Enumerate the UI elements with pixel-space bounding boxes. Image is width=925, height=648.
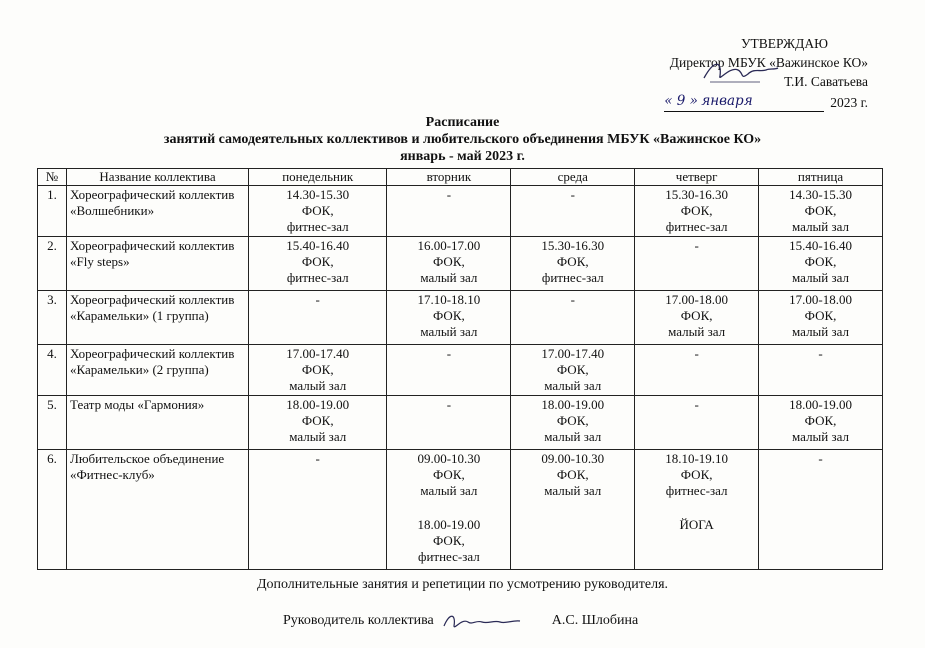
cell-wed: 09.00-10.30 ФОК, малый зал [511, 450, 635, 570]
cell-thu [635, 450, 759, 570]
table-row [38, 450, 883, 570]
title-line-2: занятий самодеятельных коллективов и любительского объединения МБУК «Важинское КО» [163, 132, 762, 147]
cell-tue: - [387, 186, 511, 237]
cell-mon: - [249, 291, 387, 345]
cell-tue: - [387, 396, 511, 450]
cell-mon: 14.30-15.30 ФОК, фитнес-зал [249, 186, 387, 237]
date-blank [664, 91, 824, 112]
schedule-table [37, 168, 883, 570]
cell-mon: - [249, 450, 387, 570]
cell-tue: - [387, 345, 511, 396]
footnote: Дополнительные занятия и репетиции по усмотрению руководителя. [256, 577, 669, 592]
cell-thu: - [635, 396, 759, 450]
cell-tue: 16.00-17.00 ФОК, малый зал [387, 237, 511, 291]
date-month: января [701, 93, 753, 109]
cell-tue-slot-2: 18.00-19.00 ФОК, фитнес-зал [417, 517, 481, 564]
row-num: 2. [38, 237, 67, 291]
cell-wed: 17.00-17.40 ФОК, малый зал [511, 345, 635, 396]
header-fri: пятница [759, 169, 883, 186]
approval-date [638, 91, 868, 112]
cell-wed: - [511, 186, 635, 237]
approve-word: УТВЕРЖДАЮ [740, 36, 828, 51]
header-wed: среда [511, 169, 635, 186]
cell-fri: - [759, 450, 883, 570]
row-name: Хореографический коллектив «Волшебники» [67, 186, 249, 237]
row-name: Хореографический коллектив «Карамельки» (1 группа) [67, 291, 249, 345]
leader-label: Руководитель коллектива [283, 613, 434, 628]
cell-fri: 18.00-19.00 ФОК, малый зал [759, 396, 883, 450]
table-row [38, 186, 883, 237]
header-mon: понедельник [249, 169, 387, 186]
leader-name: А.С. Шлобина [551, 613, 639, 628]
cell-wed: - [511, 291, 635, 345]
table-header-row [38, 169, 883, 186]
table-row [38, 396, 883, 450]
cell-fri: 14.30-15.30 ФОК, малый зал [759, 186, 883, 237]
cell-mon: 17.00-17.40 ФОК, малый зал [249, 345, 387, 396]
title-line-1: Расписание [425, 115, 500, 130]
row-num: 1. [38, 186, 67, 237]
cell-mon: 18.00-19.00 ФОК, малый зал [249, 396, 387, 450]
cell-tue-slot-1: 09.00-10.30 ФОК, малый зал [417, 451, 481, 498]
table-row [38, 291, 883, 345]
director-position: Директор МБУК «Важинское КО» [669, 55, 868, 70]
leader-signature-line [283, 610, 638, 632]
row-num: 5. [38, 396, 67, 450]
cell-tue [387, 450, 511, 570]
row-name: Хореографический коллектив «Fly steps» [67, 237, 249, 291]
cell-fri: - [759, 345, 883, 396]
director-name: Т.И. Саватьева [784, 74, 868, 89]
row-num: 4. [38, 345, 67, 396]
title-line-3: январь - май 2023 г. [400, 149, 525, 164]
cell-thu: - [635, 345, 759, 396]
cell-wed: 15.30-16.30 ФОК, фитнес-зал [511, 237, 635, 291]
leader-signature-icon [442, 610, 522, 632]
cell-fri: 17.00-18.00 ФОК, малый зал [759, 291, 883, 345]
director-signature-icon [700, 56, 780, 86]
cell-tue: 17.10-18.10 ФОК, малый зал [387, 291, 511, 345]
header-tue: вторник [387, 169, 511, 186]
row-num: 3. [38, 291, 67, 345]
header-thu: четверг [635, 169, 759, 186]
table-row [38, 237, 883, 291]
date-year: 2023 г. [830, 95, 868, 110]
row-name: Театр моды «Гармония» [67, 396, 249, 450]
row-num: 6. [38, 450, 67, 570]
header-name: Название коллектива [67, 169, 249, 186]
document-title [0, 114, 925, 165]
cell-thu-yoga: ЙОГА [679, 517, 714, 532]
row-name: Любительское объединение «Фитнес-клуб» [67, 450, 249, 570]
header-num: № [38, 169, 67, 186]
cell-thu: 17.00-18.00 ФОК, малый зал [635, 291, 759, 345]
cell-mon: 15.40-16.40 ФОК, фитнес-зал [249, 237, 387, 291]
cell-fri: 15.40-16.40 ФОК, малый зал [759, 237, 883, 291]
cell-thu: 15.30-16.30 ФОК, фитнес-зал [635, 186, 759, 237]
cell-thu: - [635, 237, 759, 291]
cell-wed: 18.00-19.00 ФОК, малый зал [511, 396, 635, 450]
table-row [38, 345, 883, 396]
date-day: « 9 » [664, 93, 698, 109]
row-name: Хореографический коллектив «Карамельки» (2 группа) [67, 345, 249, 396]
cell-thu-slot-1: 18.10-19.10 ФОК, фитнес-зал [665, 451, 729, 498]
